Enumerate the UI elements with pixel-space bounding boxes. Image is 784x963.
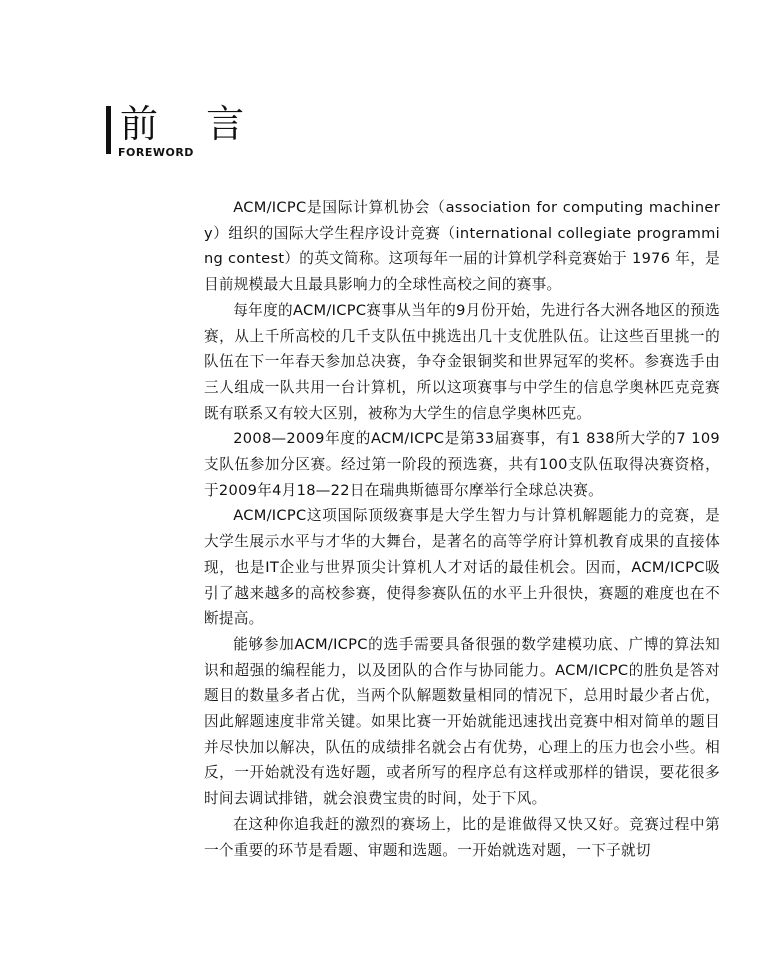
- chapter-title: 前 言: [120, 102, 263, 146]
- paragraph: 在这种你追我赶的激烈的赛场上，比的是谁做得又快又好。竞赛过程中第一个重要的环节是看题、审题和选题。一开始就选对题，一下子就切: [204, 815, 720, 859]
- paragraph: 2008—2009年度的ACM/ICPC是第33届赛事，有1 838所大学的7 109支队伍参加分区赛。经过第一阶段的预选赛，共有100支队伍取得决赛资格，于2009年4月18—22日在瑞典斯德哥尔摩举行全球总决赛。: [204, 430, 720, 499]
- chapter-subtitle: FOREWORD: [118, 146, 194, 159]
- foreword-body: [204, 195, 720, 863]
- paragraph: 能够参加ACM/ICPC的选手需要具备很强的数学建模功底、广博的算法知识和超强的编程能力，以及团队的合作与协同能力。ACM/ICPC的胜负是答对题目的数量多者占优，当两个队解题数量相同的情况下，总用时最少者占优，因此解题速度非常关键。如果比赛一开始就能迅速找出竞赛中相对简单的题目并尽快加以解决，队伍的成绩排名就会占有优势，心理上的压力也会小些。相反，一开始就没有选好题，或者所写的程序总有这样或那样的错误，要花很多时间去调试排错，就会浪费宝贵的时间，处于下风。: [204, 635, 720, 808]
- paragraph: 每年度的ACM/ICPC赛事从当年的9月份开始，先进行各大洲各地区的预选赛，从上千所高校的几千支队伍中挑选出几十支优胜队伍。让这些百里挑一的队伍在下一年春天参加总决赛，争夺金银铜奖和世界冠军的奖杯。参赛选手由三人组成一队共用一台计算机，所以这项赛事与中学生的信息学奥林匹克竞赛既有联系又有较大区别，被称为大学生的信息学奥林匹克。: [204, 301, 720, 422]
- paragraph: ACM/ICPC是国际计算机协会（association for computing machinery）组织的国际大学生程序设计竞赛（international collegiate programming contest）的英文简称。这项每年一届的计算机学科竞赛始于 1976 年，是目前规模最大且最具影响力的全球性高校之间的赛事。: [204, 199, 720, 294]
- heading-bar: [106, 106, 111, 154]
- paragraph: ACM/ICPC这项国际顶级赛事是大学生智力与计算机解题能力的竞赛，是大学生展示水平与才华的大舞台，是著名的高等学府计算机教育成果的直接体现，也是IT企业与世界顶尖计算机人才对话的最佳机会。因而，ACM/ICPC吸引了越来越多的高校参赛，使得参赛队伍的水平上升很快，赛题的难度也在不断提高。: [204, 507, 720, 628]
